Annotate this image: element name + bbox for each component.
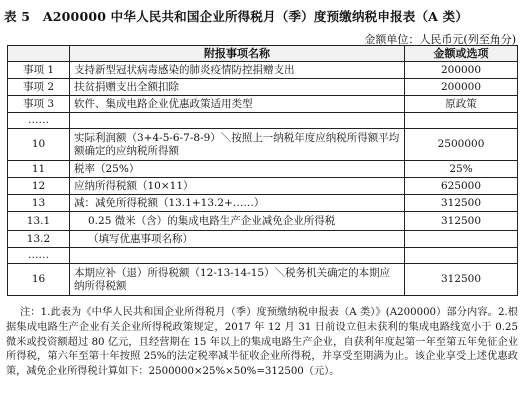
row-number: 10 (8, 129, 70, 161)
row-number: …… (8, 113, 70, 129)
row-item: 0.25 微米（含）的集成电路生产企业减免企业所得税 (70, 212, 405, 231)
header-item-name: 附报事项名称 (70, 46, 405, 62)
footnote-text: 注：1.此表为《中华人民共和国企业所得税月（季）度预缴纳税申报表（A 类）》(A200000）部分内容。2.根据集成电路生产企业有关企业所得税政策规定，2017 年 12 月 31 日前设立但未获利的集成电路线宽小于 0.25 微米或投资额超过 80 亿元，且经营期在 15 年以上的集成电路生产企业，自获利年度起第一年至第五年免征企业所得税，第六年至第十年按照 25%的法定税率减半征收企业所得税，并享受至期满为止。该企业享受上述优惠政策，减免企业所得税计算如下：2500000×25%×50%=312500（元）。 (6, 307, 518, 378)
table-row (8, 96, 518, 113)
row-amount: 200000 (405, 79, 518, 96)
row-number: 11 (8, 161, 70, 178)
row-item (70, 113, 405, 129)
row-number: 13 (8, 195, 70, 212)
row-amount (405, 248, 518, 264)
table-row (8, 264, 518, 296)
header-number-cell (8, 46, 70, 62)
row-item: 减：减免所得税额（13.1+13.2+……） (70, 195, 405, 212)
row-item: 税率（25%） (70, 161, 405, 178)
row-amount: 25% (405, 161, 518, 178)
row-item: 软件、集成电路企业优惠政策适用类型 (70, 96, 405, 113)
row-item: 本期应补（退）所得税额（12-13-14-15）＼税务机关确定的本期应纳所得税额 (70, 264, 405, 296)
row-item (70, 248, 405, 264)
table-row (8, 129, 518, 161)
row-amount (405, 231, 518, 248)
row-amount: 312500 (405, 212, 518, 231)
row-amount: 原政策 (405, 96, 518, 113)
row-number: 事项 3 (8, 96, 70, 113)
currency-unit-note: 金额单位：人民币元(列至角分) (364, 33, 516, 46)
row-item: 应纳所得税额（10×11） (70, 178, 405, 195)
table-row (8, 212, 518, 231)
row-number: …… (8, 248, 70, 264)
row-item: 实际利润额（3+4-5-6-7-8-9）＼按照上一纳税年度应纳税所得额平均额确定的应纳税所得额 (70, 129, 405, 161)
ellipsis-row (8, 248, 518, 264)
row-item: （填写优惠事项名称） (70, 231, 405, 248)
document-title: 表 5 A200000 中华人民共和国企业所得税月（季）度预缴纳税申报表（A 类） (4, 9, 469, 24)
row-number: 13.1 (8, 212, 70, 231)
table-header-row (8, 46, 518, 62)
row-number: 事项 1 (8, 62, 70, 79)
table-row (8, 62, 518, 79)
row-number: 事项 2 (8, 79, 70, 96)
row-number: 12 (8, 178, 70, 195)
row-amount: 625000 (405, 178, 518, 195)
footnote (6, 306, 518, 380)
row-amount: 200000 (405, 62, 518, 79)
table-row (8, 178, 518, 195)
header-amount: 金额或选项 (405, 46, 518, 62)
row-item: 支持新型冠状病毒感染的肺炎疫情防控捐赠支出 (70, 62, 405, 79)
table-row (8, 161, 518, 178)
row-item: 扶贫捐赠支出全额扣除 (70, 79, 405, 96)
table-row (8, 79, 518, 96)
row-amount: 312500 (405, 195, 518, 212)
table-row (8, 195, 518, 212)
row-number: 16 (8, 264, 70, 296)
row-amount: 312500 (405, 264, 518, 296)
table-row (8, 231, 518, 248)
ellipsis-row (8, 113, 518, 129)
row-number: 13.2 (8, 231, 70, 248)
tax-return-table (7, 45, 518, 296)
row-amount: 2500000 (405, 129, 518, 161)
row-amount (405, 113, 518, 129)
